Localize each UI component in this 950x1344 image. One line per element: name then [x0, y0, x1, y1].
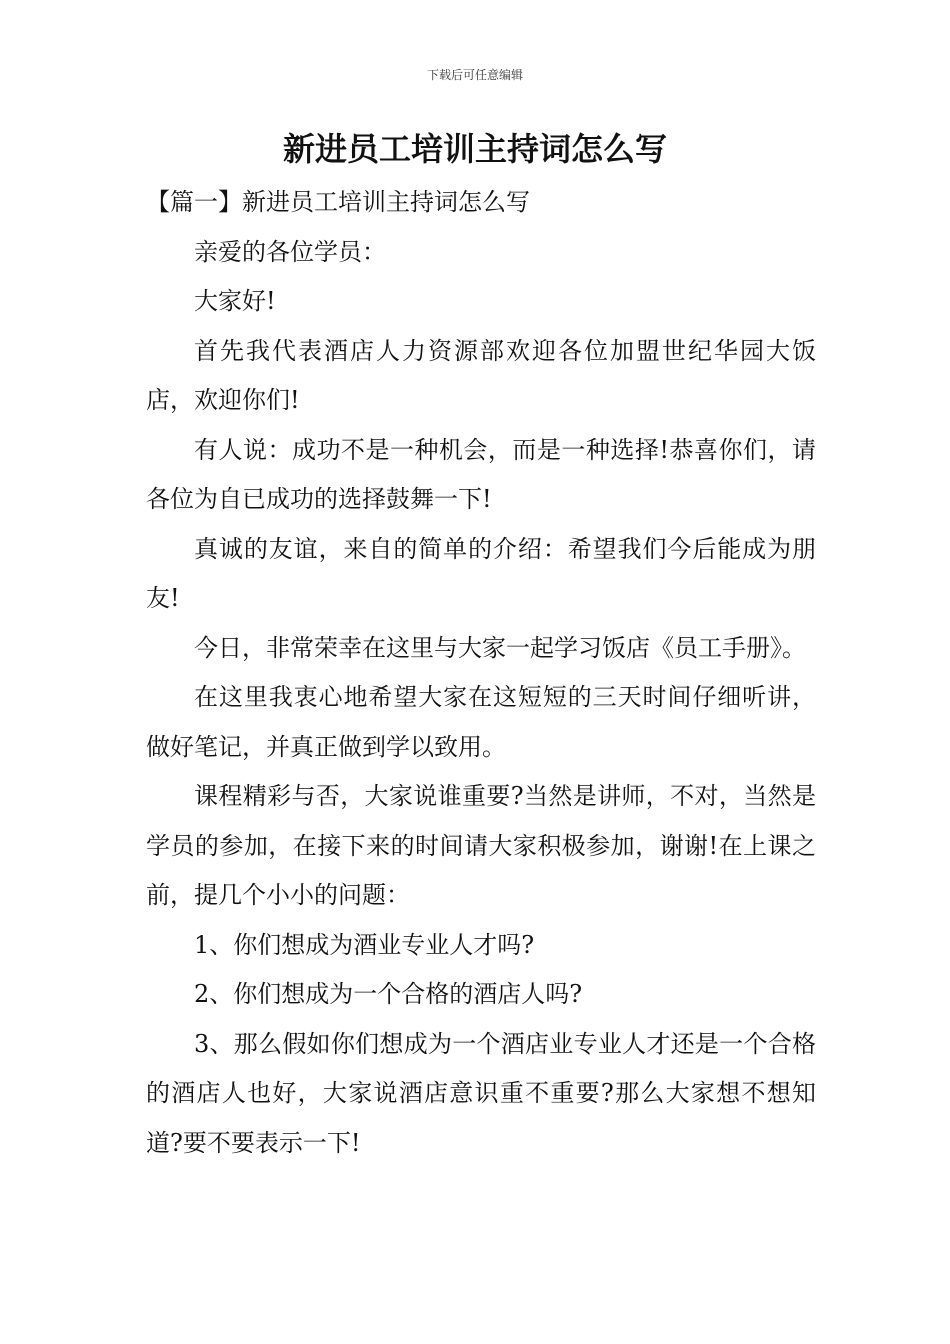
paragraph-hello: 大家好! [194, 287, 276, 315]
paragraph-greeting: 亲爱的各位学员： [194, 237, 386, 266]
document-body [146, 178, 816, 1168]
paragraph-handbook: 今日，非常荣幸在这里与大家一起学习饭店《员工手册》。 [194, 633, 806, 662]
header-note: 下载后可任意编辑 [426, 68, 523, 82]
paragraph-welcome: 首先我代表酒店人力资源部欢迎各位加盟世纪华园大饭店，欢迎你们! [146, 336, 816, 414]
paragraph-choice: 有人说：成功不是一种机会，而是一种选择!恭喜你们，请各位为自已成功的选择鼓舞一下! [146, 435, 816, 513]
document-title: 新进员工培训主持词怎么写 [282, 130, 667, 168]
section-heading: 【篇一】新进员工培训主持词怎么写 [146, 188, 530, 216]
paragraph-question-3: 3、那么假如你们想成为一个酒店业专业人才还是一个合格的酒店人也好，大家说酒店意识重不重要?那么大家想不想知道?要不要表示一下! [146, 1029, 816, 1157]
paragraph-hope: 在这里我衷心地希望大家在这短短的三天时间仔细听讲，做好笔记，并真正做到学以致用。 [146, 683, 816, 761]
paragraph-question-2: 2、你们想成为一个合格的酒店人吗? [194, 980, 583, 1008]
paragraph-course: 课程精彩与否，大家说谁重要?当然是讲师，不对，当然是学员的参加，在接下来的时间请大家积极参加，谢谢!在上课之前，提几个小小的问题： [146, 782, 816, 909]
paragraph-friendship: 真诚的友谊，来自的简单的介绍：希望我们今后能成为朋友! [146, 534, 816, 612]
paragraph-question-1: 1、你们想成为酒业专业人才吗? [194, 930, 535, 959]
